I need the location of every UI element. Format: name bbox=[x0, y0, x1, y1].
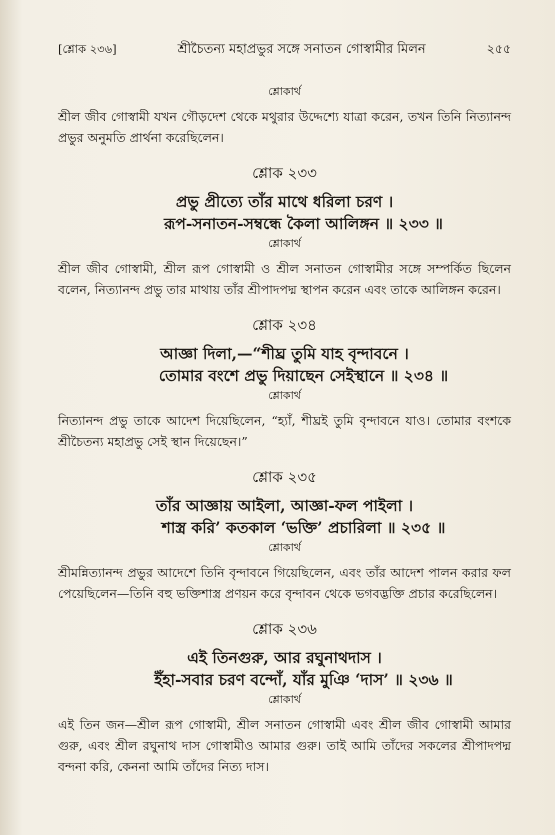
verse-line: আজ্ঞা দিলা,—“শীঘ্র তুমি যাহ বৃন্দাবনে । bbox=[160, 344, 409, 363]
verse-line: রূপ-সনাতন-সম্বন্ধে কৈলা আলিঙ্গন ॥ ২৩৩ ॥ bbox=[164, 214, 443, 233]
verse-line: ইঁহা-সবার চরণ বন্দোঁ, যাঁর মুঞি ‘দাস’ ॥ ২৩৬ ॥ bbox=[154, 670, 453, 689]
verse-line: তাঁর আজ্ঞায় আইলা, আজ্ঞা-ফল পাইলা । bbox=[155, 496, 414, 515]
verse-line: এই তিনগুরু, আর রঘুনাথদাস । bbox=[187, 648, 382, 667]
verse-heading: শ্লোক ২৩৪ bbox=[252, 316, 317, 334]
translation-label: শ্লোকার্থ bbox=[268, 389, 301, 402]
translation-label: শ্লোকার্থ bbox=[268, 85, 301, 98]
verse-block bbox=[58, 162, 511, 300]
translation-text: শ্রীল জীব গোস্বামী যখন গৌড়দেশ থেকে মথুরার উদ্দেশ্যে যাত্রা করেন, তখন তিনি নিত্যানন্দ প্রভুর অনুমতি প্রার্থনা করেছিলেন। bbox=[58, 109, 511, 145]
translation-text: নিত্যানন্দ প্রভু তাকে আদেশ দিয়েছিলেন, “হ্যাঁ, শীঘ্রই তুমি বৃন্দাবনে যাও। তোমার বংশকে শ্রীচৈতন্য মহাপ্রভু সেই স্থান দিয়েছেন।” bbox=[58, 413, 511, 449]
verse-line: তোমার বংশে প্রভু দিয়াছেন সেইস্থানে ॥ ২৩৪ ॥ bbox=[158, 366, 449, 385]
translation-label: শ্লোকার্থ bbox=[268, 693, 301, 706]
running-header bbox=[58, 40, 511, 61]
verse-heading: শ্লোক ২৩৩ bbox=[252, 164, 317, 182]
translation-text: শ্রীল জীব গোস্বামী, শ্রীল রূপ গোস্বামী ও শ্রীল সনাতন গোস্বামীর সঙ্গে সম্পর্কিত ছিলেন বলেন, নিত্যানন্দ প্রভু তার মাথায় তাঁর শ্রীপাদপদ্ম স্থাপন করেন এবং তাকে আলিঙ্গন করেন। bbox=[58, 261, 511, 297]
verse-block bbox=[58, 314, 511, 452]
translation-text: শ্রীমন্নিত্যানন্দ প্রভুর আদেশে তিনি বৃন্দাবনে গিয়েছিলেন, এবং তাঁর আদেশ পালন করার ফল পেয়েছিলেন—তিনি বহু ভক্তিশাস্ত্র প্রণয়ন করে বৃন্দাবন থেকে ভগবদ্ভক্তি প্রচার করেছিলেন। bbox=[58, 565, 511, 601]
translation-text: এই তিন জন—শ্রীল রূপ গোস্বামী, শ্রীল সনাতন গোস্বামী এবং শ্রীল জীব গোস্বামী আমার গুরু, এবং শ্রীল রঘুনাথ দাস গোস্বামীও আমার গুরু। তাই আমি তাঁদের সকলের শ্রীপাদপদ্ম বন্দনা করি, কেননা আমি তাঁদের নিত্য দাস। bbox=[58, 717, 511, 774]
verse-heading: শ্লোক ২৩৫ bbox=[252, 468, 317, 486]
header-chapter-title: শ্রীচৈতন্য মহাপ্রভুর সঙ্গে সনাতন গোস্বামীর মিলন bbox=[177, 42, 426, 57]
translation-label: শ্লোকার্থ bbox=[268, 541, 301, 554]
verse-block bbox=[58, 618, 511, 777]
verse-heading: শ্লোক ২৩৬ bbox=[252, 620, 317, 638]
page-number: ২৫৫ bbox=[486, 41, 511, 56]
verse-line: প্রভু প্রীত্যে তাঁর মাথে ধরিলা চরণ । bbox=[175, 192, 394, 211]
translation-label: শ্লোকার্থ bbox=[268, 237, 301, 250]
verse-line: শাস্ত্র করি’ কতকাল ‘ভক্তি’ প্রচারিলা ॥ ২৩৫ ॥ bbox=[161, 518, 446, 537]
header-verse-reference: [শ্লোক ২৩৬] bbox=[58, 42, 117, 56]
verse-block bbox=[58, 466, 511, 604]
